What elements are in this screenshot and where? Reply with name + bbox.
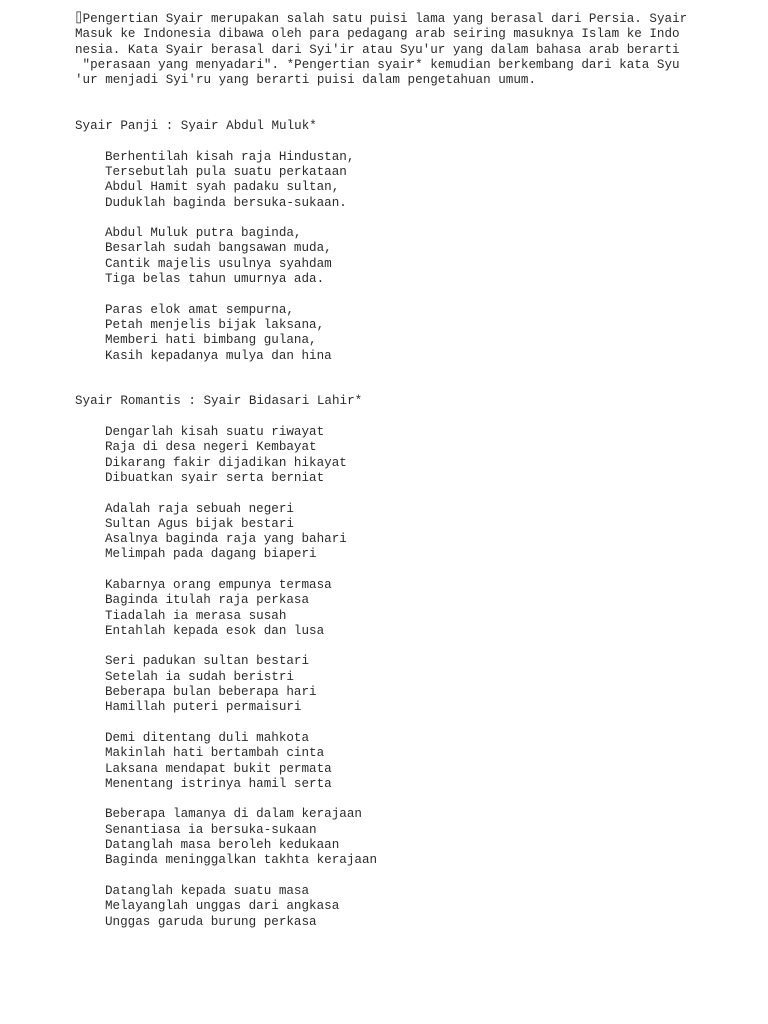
verse-line: Dikarang fakir dijadikan hikayat <box>105 455 347 470</box>
verse-line: Asalnya baginda raja yang bahari <box>105 532 347 547</box>
intro-paragraph <box>75 12 755 88</box>
verse-line: Hamillah puteri permaisuri <box>105 700 302 715</box>
verse-line: Tiga belas tahun umurnya ada. <box>105 272 325 287</box>
stanza <box>105 884 755 930</box>
stanza <box>105 303 755 364</box>
poem-section-syair-romantis <box>75 394 755 929</box>
verse-line: Abdul Hamit syah padaku sultan, <box>105 180 340 195</box>
verse-line: Makinlah hati bertambah cinta <box>105 746 325 761</box>
verse-line: Raja di desa negeri Kembayat <box>105 440 317 455</box>
verse-line: Sultan Agus bijak bestari <box>105 516 294 531</box>
stanza <box>105 731 755 792</box>
stanza <box>105 226 755 287</box>
verse-line: Beberapa bulan beberapa hari <box>105 685 317 700</box>
stanza <box>105 150 755 211</box>
verse-line: Unggas garuda burung perkasa <box>105 914 317 929</box>
verse-line: Laksana mendapat bukit permata <box>105 761 332 776</box>
verse-line: Petah menjelis bijak laksana, <box>105 317 325 332</box>
section-heading: Syair Panji : Syair Abdul Muluk* <box>75 119 317 134</box>
verse-line: Beberapa lamanya di dalam kerajaan <box>105 807 362 822</box>
stanza <box>105 578 755 639</box>
stanza <box>105 502 755 563</box>
stanza <box>105 654 755 715</box>
stanza <box>105 807 755 868</box>
verse-line: Tiadalah ia merasa susah <box>105 608 287 623</box>
verse-line: Baginda meninggalkan takhta kerajaan <box>105 853 378 868</box>
verse-line: Abdul Muluk putra baginda, <box>105 226 302 241</box>
verse-line: Melayanglah unggas dari angkasa <box>105 899 340 914</box>
verse-line: Datanglah masa beroleh kedukaan <box>105 838 340 853</box>
verse-line: Datanglah kepada suatu masa <box>105 883 310 898</box>
poem-section-syair-panji <box>75 119 755 364</box>
intro-line: ⌷Pengertian Syair merupakan salah satu puisi lama yang berasal dari Persia. Syair <box>75 12 688 26</box>
verse-line: Demi ditentang duli mahkota <box>105 730 310 745</box>
verse-line: Paras elok amat sempurna, <box>105 302 294 317</box>
verse-line: Entahlah kepada esok dan lusa <box>105 623 325 638</box>
intro-line: nesia. Kata Syair berasal dari Syi'ir atau Syu'ur yang dalam bahasa arab berarti <box>75 42 680 57</box>
verse-line: Dengarlah kisah suatu riwayat <box>105 425 325 440</box>
verse-line: Berhentilah kisah raja Hindustan, <box>105 149 355 164</box>
verse-line: Seri padukan sultan bestari <box>105 654 310 669</box>
intro-line: 'ur menjadi Syi'ru yang berarti puisi dalam pengetahuan umum. <box>75 73 537 88</box>
verse-line: Besarlah sudah bangsawan muda, <box>105 241 332 256</box>
verse-line: Menentang istrinya hamil serta <box>105 776 332 791</box>
verse-line: Adalah raja sebuah negeri <box>105 501 294 516</box>
verse-line: Tersebutlah pula suatu perkataan <box>105 164 347 179</box>
verse-line: Dibuatkan syair serta berniat <box>105 470 325 485</box>
intro-line: "perasaan yang menyadari". *Pengertian syair* kemudian berkembang dari kata Syu <box>75 57 680 72</box>
intro-line: Masuk ke Indonesia dibawa oleh para pedagang arab seiring masuknya Islam ke Indo <box>75 27 680 42</box>
verse-line: Memberi hati bimbang gulana, <box>105 333 317 348</box>
verse-line: Cantik majelis usulnya syahdam <box>105 256 332 271</box>
verse-line: Duduklah baginda bersuka-sukaan. <box>105 195 347 210</box>
verse-line: Baginda itulah raja perkasa <box>105 593 310 608</box>
verse-line: Setelah ia sudah beristri <box>105 669 294 684</box>
verse-line: Kasih kepadanya mulya dan hina <box>105 348 332 363</box>
verse-line: Kabarnya orang empunya termasa <box>105 577 332 592</box>
section-heading: Syair Romantis : Syair Bidasari Lahir* <box>75 394 363 409</box>
stanza <box>105 425 755 486</box>
document-page <box>75 12 755 930</box>
verse-line: Melimpah pada dagang biaperi <box>105 547 317 562</box>
verse-line: Senantiasa ia bersuka-sukaan <box>105 822 317 837</box>
